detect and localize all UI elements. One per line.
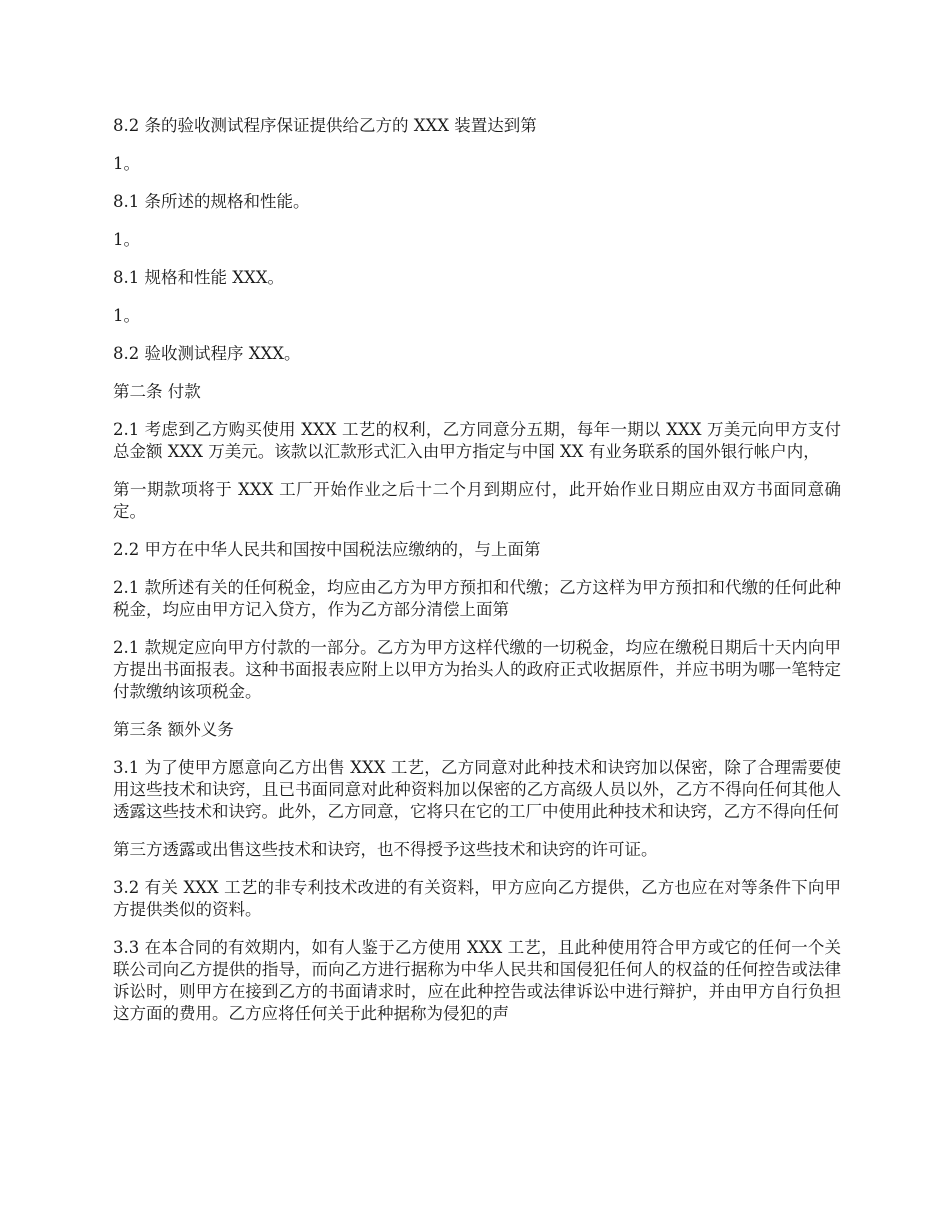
section-heading-article-2: 第二条 付款: [113, 382, 201, 401]
paragraph-clause-2-1: 2.1 考虑到乙方购买使用 XXX 工艺的权利，乙方同意分五期，每年一期以 XXX 万美元向甲方支付总金额 XXX 万美元。该款以汇款形式汇入由甲方指定与中国 XX 有业务联系的国外银行帐户内，: [113, 420, 841, 461]
paragraph-clause-2-2: 2.2 甲方在中华人民共和国按中国税法应缴纳的，与上面第: [113, 540, 541, 559]
paragraph-clause-3-3: 3.3 在本合同的有效期内，如有人鉴于乙方使用 XXX 工艺，且此种使用符合甲方或它的任何一个关联公司向乙方提供的指导，而向乙方进行据称为中华人民共和国侵犯任何人的权益的任何控告或法律诉讼时，则甲方在接到乙方的书面请求时，应在此种控告或法律诉讼中进行辩护，并由甲方自行负担这方面的费用。乙方应将任何关于此种据称为侵犯的声: [113, 938, 841, 1023]
paragraph-item-number: 1。: [113, 306, 140, 325]
paragraph-clause-3-1: 3.1 为了使甲方愿意向乙方出售 XXX 工艺，乙方同意对此种技术和诀窍加以保密，除了合理需要使用这些技术和诀窍，且已书面同意对此种资料加以保密的乙方高级人员以外，乙方不得向任何其他人透露这些技术和诀窍。此外，乙方同意，它将只在它的工厂中使用此种技术和诀窍，乙方不得向任何: [113, 758, 841, 821]
paragraph-first-installment: 第一期款项将于 XXX 工厂开始作业之后十二个月到期应付，此开始作业日期应由双方书面同意确定。: [113, 480, 841, 521]
section-heading-article-3: 第三条 额外义务: [113, 720, 234, 739]
paragraph-third-party: 第三方透露或出售这些技术和诀窍，也不得授予这些技术和诀窍的许可证。: [113, 840, 658, 859]
paragraph-item-number: 1。: [113, 154, 140, 173]
paragraph-clause-8-1: 8.1 规格和性能 XXX。: [113, 268, 284, 287]
document-body: [113, 115, 841, 1041]
paragraph-item-number: 1。: [113, 230, 140, 249]
paragraph-clause-8-2: 8.2 验收测试程序 XXX。: [113, 344, 301, 363]
paragraph-clause-2-1-payment: 2.1 款规定应向甲方付款的一部分。乙方为甲方这样代缴的一切税金，均应在缴税日期后十天内向甲方提出书面报表。这种书面报表应附上以甲方为抬头人的政府正式收据原件，并应书明为哪一笔特定付款缴纳该项税金。: [113, 638, 841, 701]
paragraph-clause-2-1-taxes: 2.1 款所述有关的任何税金，均应由乙方为甲方预扣和代缴；乙方这样为甲方预扣和代缴的任何此种税金，均应由甲方记入贷方，作为乙方部分清偿上面第: [113, 578, 841, 619]
paragraph-clause-3-2: 3.2 有关 XXX 工艺的非专利技术改进的有关资料，甲方应向乙方提供，乙方也应在对等条件下向甲方提供类似的资料。: [113, 878, 841, 919]
paragraph-clause-8-2-ref: 8.2 条的验收测试程序保证提供给乙方的 XXX 装置达到第: [113, 116, 537, 135]
paragraph-clause-8-1-ref: 8.1 条所述的规格和性能。: [113, 192, 310, 211]
